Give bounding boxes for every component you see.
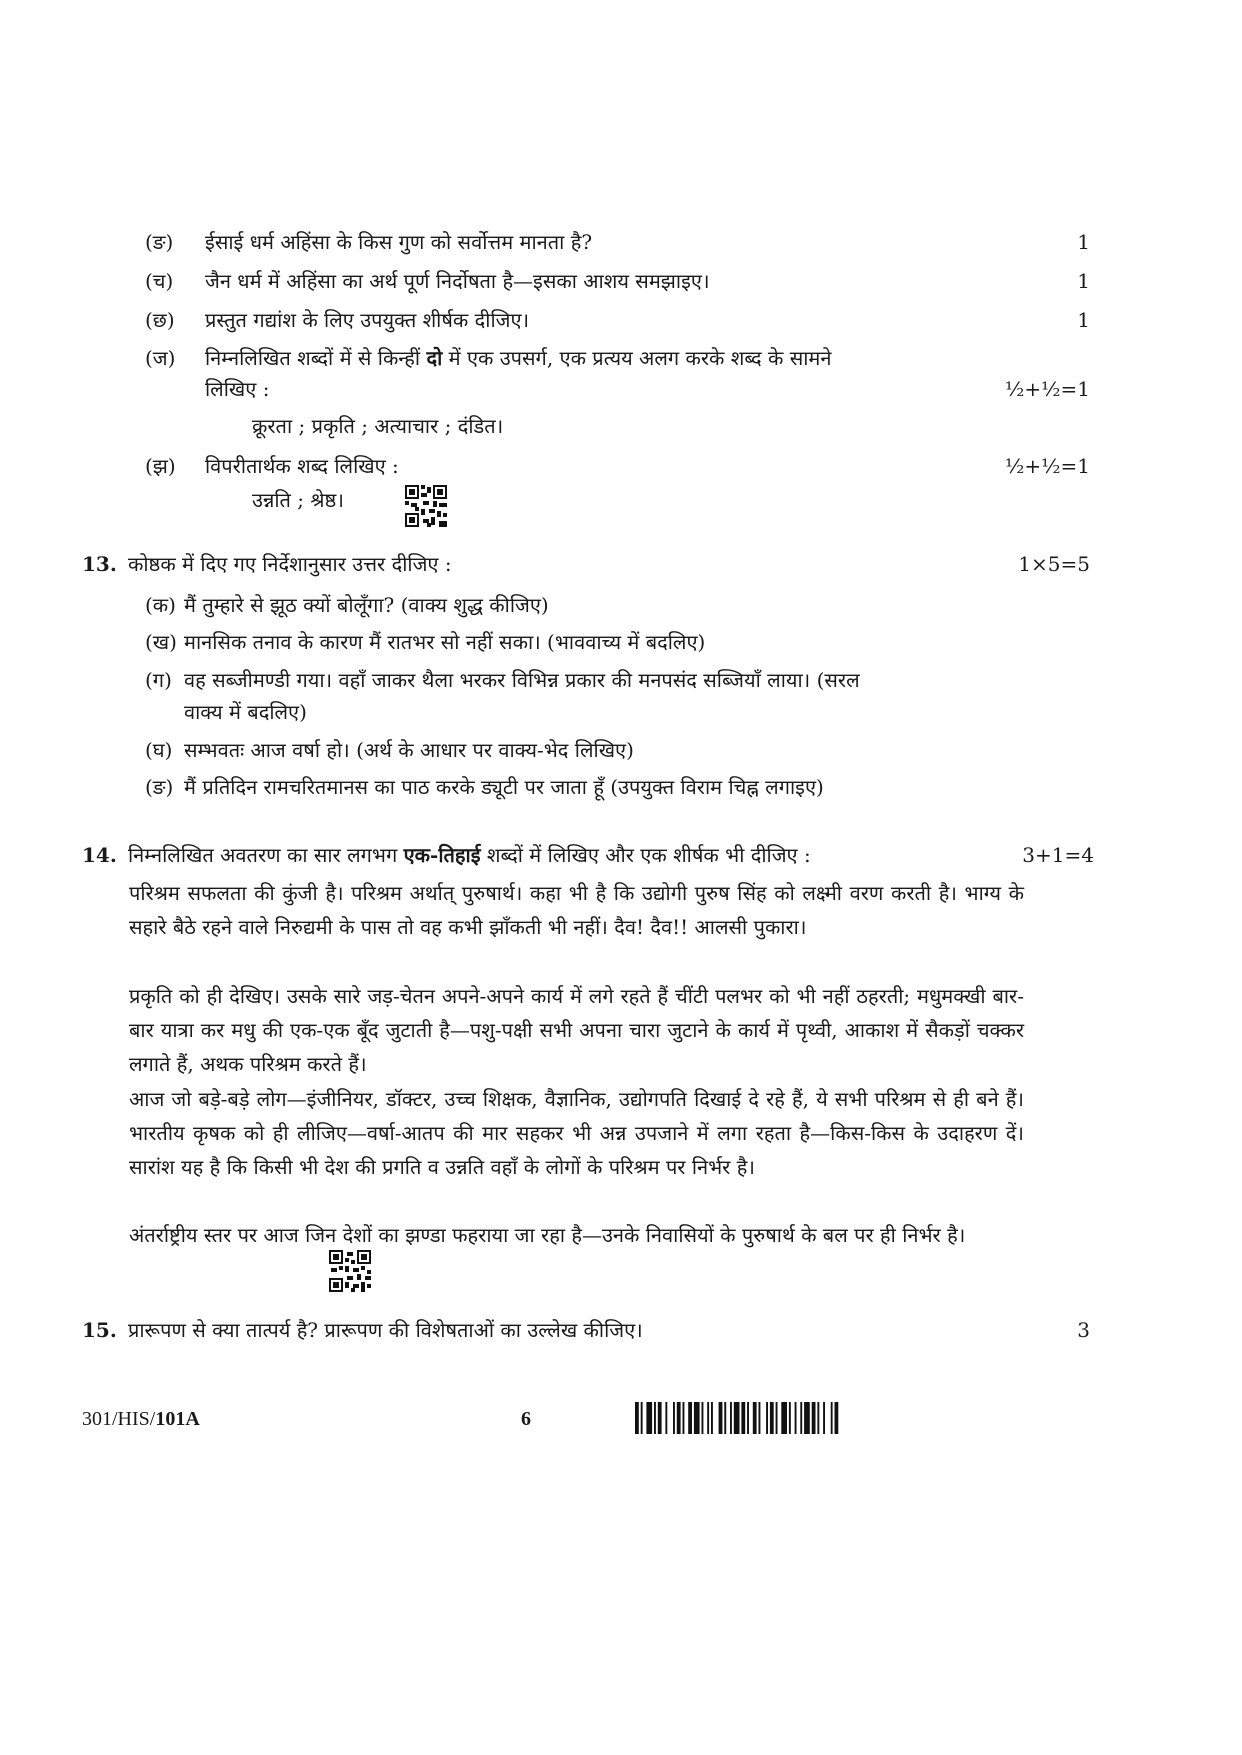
- q12-jh-label: (झ): [145, 454, 176, 478]
- q12-e-marks: 1: [1077, 230, 1090, 254]
- q14-marks: 3+1=4: [1022, 843, 1094, 867]
- q13-item-text: वह सब्जीमण्डी गया। वहाँ जाकर थैला भरकर विभिन्न प्रकार की मनपसंद सब्जियाँ लाया। (सरल: [184, 668, 860, 692]
- q13-item-label: (ङ): [145, 775, 174, 799]
- q12-j-text-line1: निम्नलिखित शब्दों में से किन्हीं दो में एक उपसर्ग, एक प्रत्यय अलग करके शब्द के सामने: [205, 346, 832, 370]
- q12-ch-marks: 1: [1077, 269, 1090, 293]
- q13-item-label: (क): [145, 593, 176, 617]
- q13-item-text-cont: वाक्य में बदलिए): [184, 700, 307, 724]
- q14-paragraph: आज जो बड़े-बड़े लोग—इंजीनियर, डॉक्टर, उच्च शिक्षक, वैज्ञानिक, उद्योगपति दिखाई दे रहे हैं, ये सभी परिश्रम से ही बने हैं। भारतीय कृषक को ही लीजिए—वर्षा-आतप की मार सहकर भी अन्न उपजाने में लगा रहता है—किस-किस के उदाहरण दें। सारांश यह है कि किसी भी देश की प्रगति व उन्नति वहाँ के लोगों के परिश्रम पर निर्भर है।: [129, 1087, 1024, 1179]
- q12-j-text-line2: लिखिए :: [205, 377, 270, 401]
- q14-number: 14.: [82, 843, 117, 867]
- q13-text: कोष्ठक में दिए गए निर्देशानुसार उत्तर दीजिए :: [128, 552, 452, 576]
- q12-chh-text: प्रस्तुत गद्यांश के लिए उपयुक्त शीर्षक दीजिए।: [205, 308, 530, 332]
- q12-e-label: (ङ): [145, 230, 174, 254]
- q12-ch-text: जैन धर्म में अहिंसा का अर्थ पूर्ण निर्दोषता है—इसका आशय समझाइए।: [205, 269, 710, 293]
- q13-marks: 1×5=5: [1018, 552, 1090, 576]
- q13-item-label: (ग): [145, 668, 172, 692]
- q13-item-text: सम्भवतः आज वर्षा हो। (अर्थ के आधार पर वाक्य-भेद लिखिए): [184, 738, 634, 762]
- qr-code-icon: [405, 485, 447, 527]
- q12-ch-label: (च): [145, 269, 174, 293]
- q14-paragraph: प्रकृति को ही देखिए। उसके सारे जड़-चेतन अपने-अपने कार्य में लगे रहते हैं चींटी पलभर को भी नहीं ठहरती; मधुमक्खी बार-बार यात्रा कर मधु की एक-एक बूँद जुटाती है—पशु-पक्षी सभी अपना चारा जुटाने के कार्य में पृथ्वी, आकाश में सैकड़ों चक्कर लगाते हैं, अथक परिश्रम करते हैं।: [129, 984, 1024, 1076]
- q13-number: 13.: [82, 552, 117, 576]
- q13-item-text: मैं प्रतिदिन रामचरितमानस का पाठ करके ड्यूटी पर जाता हूँ (उपयुक्त विराम चिह्न लगाइए): [184, 775, 824, 799]
- q13-item-text: मानसिक तनाव के कारण मैं रातभर सो नहीं सका। (भाववाच्य में बदलिए): [184, 630, 706, 654]
- q14-paragraph: परिश्रम सफलता की कुंजी है। परिश्रम अर्थात् पुरुषार्थ। कहा भी है कि उद्योगी पुरुष सिंह को लक्ष्मी वरण करती है। भाग्य के सहारे बैठे रहने वाले निरुद्यमी के पास तो वह कभी झाँकती भी नहीं। दैव! दैव!! आलसी पुकारा।: [129, 881, 1024, 939]
- qr-code-icon: [329, 1250, 371, 1292]
- q12-j-words: क्रूरता ; प्रकृति ; अत्याचार ; दंडित।: [252, 414, 504, 438]
- q13-item-label: (ख): [145, 630, 177, 654]
- q14-text: निम्नलिखित अवतरण का सार लगभग एक-तिहाई शब्दों में लिखिए और एक शीर्षक भी दीजिए :: [128, 843, 811, 867]
- q12-chh-label: (छ): [145, 308, 175, 332]
- q12-jh-words: उन्नति ; श्रेष्ठ।: [252, 488, 344, 512]
- q13-item-text: मैं तुम्हारे से झूठ क्यों बोलूँगा? (वाक्य शुद्ध कीजिए): [184, 593, 549, 617]
- q12-chh-marks: 1: [1077, 308, 1090, 332]
- q13-item-label: (घ): [145, 738, 173, 762]
- q15-text: प्रारूपण से क्या तात्पर्य है? प्रारूपण की विशेषताओं का उल्लेख कीजिए।: [128, 1318, 643, 1342]
- q14-paragraph: अंतर्राष्ट्रीय स्तर पर आज जिन देशों का झण्डा फहराया जा रहा है—उनके निवासियों के पुरुषार्थ के बल पर ही निर्भर है।: [129, 1223, 966, 1247]
- q12-j-marks: ½+½=1: [1004, 377, 1090, 401]
- q15-number: 15.: [82, 1318, 117, 1342]
- q12-jh-text: विपरीतार्थक शब्द लिखिए :: [205, 454, 399, 478]
- q15-marks: 3: [1077, 1318, 1090, 1342]
- q12-jh-marks: ½+½=1: [1004, 454, 1090, 478]
- barcode-icon: [635, 1402, 891, 1434]
- paper-code: 301/HIS/101A: [82, 1408, 200, 1430]
- page-number: 6: [521, 1408, 531, 1430]
- q12-j-label: (ज): [145, 346, 176, 370]
- q12-e-text: ईसाई धर्म अहिंसा के किस गुण को सर्वोत्तम मानता है?: [205, 230, 593, 254]
